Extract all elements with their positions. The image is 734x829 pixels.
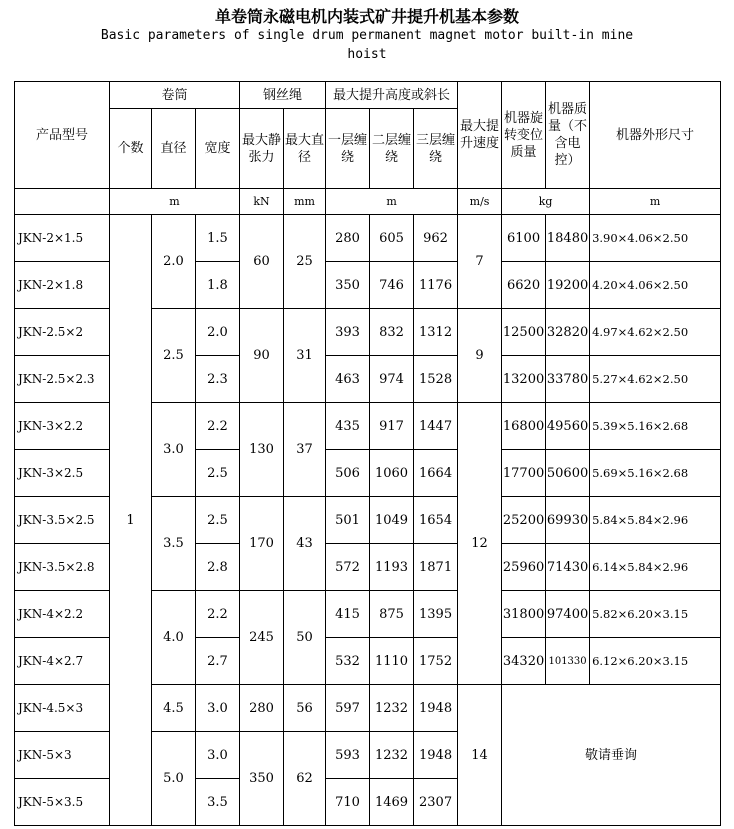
mass-cell: 49560: [546, 403, 590, 450]
speed-cell: 9: [458, 309, 502, 403]
speed-cell: 14: [458, 685, 502, 826]
rotating-mass-cell: 34320: [502, 638, 546, 685]
header-max-static-tension: 最大静张力: [240, 109, 284, 189]
mass-cell: 33780: [546, 356, 590, 403]
drum-count-cell: 1: [110, 215, 152, 826]
layer2-cell: 1232: [370, 732, 414, 779]
width-cell: 3.0: [196, 685, 240, 732]
tension-cell: 60: [240, 215, 284, 309]
model-cell: JKN-2.5×2.3: [15, 356, 110, 403]
model-cell: JKN-4.5×3: [15, 685, 110, 732]
header-dimensions: 机器外形尺寸: [590, 82, 721, 189]
diameter-cell: 5.0: [152, 732, 196, 826]
unit-rope-diameter: mm: [284, 189, 326, 215]
layer3-cell: 1312: [414, 309, 458, 356]
mass-cell: 101330: [546, 638, 590, 685]
layer1-cell: 415: [326, 591, 370, 638]
header-rope: 钢丝绳: [240, 82, 326, 109]
model-cell: JKN-3.5×2.5: [15, 497, 110, 544]
rotating-mass-cell: 31800: [502, 591, 546, 638]
layer3-cell: 1395: [414, 591, 458, 638]
dimensions-cell: 5.69×5.16×2.68: [590, 450, 721, 497]
diameter-cell: 4.0: [152, 591, 196, 685]
parameters-table: [14, 81, 721, 826]
layer1-cell: 532: [326, 638, 370, 685]
unit-drum: m: [110, 189, 240, 215]
width-cell: 2.5: [196, 497, 240, 544]
model-cell: JKN-3.5×2.8: [15, 544, 110, 591]
layer1-cell: 393: [326, 309, 370, 356]
layer2-cell: 746: [370, 262, 414, 309]
header-rotating-mass: 机器旋转变位质量: [502, 82, 546, 189]
width-cell: 1.5: [196, 215, 240, 262]
page-title: 单卷筒永磁电机内装式矿井提升机基本参数: [214, 7, 519, 26]
rope-diameter-cell: 31: [284, 309, 326, 403]
header-count: 个数: [110, 109, 152, 189]
layer2-cell: 1049: [370, 497, 414, 544]
unit-mass: kg: [502, 189, 590, 215]
layer3-cell: 1528: [414, 356, 458, 403]
layer3-cell: 1664: [414, 450, 458, 497]
mass-cell: 19200: [546, 262, 590, 309]
tension-cell: 130: [240, 403, 284, 497]
unit-height: m: [326, 189, 458, 215]
width-cell: 1.8: [196, 262, 240, 309]
width-cell: 2.8: [196, 544, 240, 591]
model-cell: JKN-2×1.5: [15, 215, 110, 262]
layer1-cell: 350: [326, 262, 370, 309]
dimensions-cell: 5.82×6.20×3.15: [590, 591, 721, 638]
rotating-mass-cell: 6620: [502, 262, 546, 309]
rope-diameter-cell: 43: [284, 497, 326, 591]
mass-cell: 69930: [546, 497, 590, 544]
diameter-cell: 3.5: [152, 497, 196, 591]
model-cell: JKN-4×2.2: [15, 591, 110, 638]
rope-diameter-cell: 56: [284, 685, 326, 732]
tension-cell: 245: [240, 591, 284, 685]
layer2-cell: 875: [370, 591, 414, 638]
diameter-cell: 4.5: [152, 685, 196, 732]
model-cell: JKN-5×3.5: [15, 779, 110, 826]
width-cell: 2.0: [196, 309, 240, 356]
layer2-cell: 974: [370, 356, 414, 403]
header-diameter: 直径: [152, 109, 196, 189]
layer1-cell: 435: [326, 403, 370, 450]
layer1-cell: 506: [326, 450, 370, 497]
mass-cell: 18480: [546, 215, 590, 262]
tension-cell: 170: [240, 497, 284, 591]
width-cell: 2.7: [196, 638, 240, 685]
dimensions-cell: 4.20×4.06×2.50: [590, 262, 721, 309]
rotating-mass-cell: 17700: [502, 450, 546, 497]
unit-speed: m/s: [458, 189, 502, 215]
rotating-mass-cell: 25200: [502, 497, 546, 544]
tension-cell: 90: [240, 309, 284, 403]
header-layer3: 三层缠绕: [414, 109, 458, 189]
header-model: 产品型号: [15, 82, 110, 189]
dimensions-cell: 6.12×6.20×3.15: [590, 638, 721, 685]
header-layer2: 二层缠绕: [370, 109, 414, 189]
dimensions-cell: 5.27×4.62×2.50: [590, 356, 721, 403]
width-cell: 2.3: [196, 356, 240, 403]
model-cell: JKN-4×2.7: [15, 638, 110, 685]
layer2-cell: 1060: [370, 450, 414, 497]
rotating-mass-cell: 6100: [502, 215, 546, 262]
rope-diameter-cell: 37: [284, 403, 326, 497]
header-layer1: 一层缠绕: [326, 109, 370, 189]
layer1-cell: 710: [326, 779, 370, 826]
model-cell: JKN-2×1.8: [15, 262, 110, 309]
diameter-cell: 2.5: [152, 309, 196, 403]
mass-cell: 50600: [546, 450, 590, 497]
header-machine-mass: 机器质量（不含电控）: [546, 82, 590, 189]
dimensions-cell: 3.90×4.06×2.50: [590, 215, 721, 262]
rotating-mass-cell: 16800: [502, 403, 546, 450]
width-cell: 2.5: [196, 450, 240, 497]
layer1-cell: 501: [326, 497, 370, 544]
header-max-speed: 最大提升速度: [458, 82, 502, 189]
layer3-cell: 2307: [414, 779, 458, 826]
model-cell: JKN-3×2.2: [15, 403, 110, 450]
width-cell: 2.2: [196, 403, 240, 450]
rotating-mass-cell: 25960: [502, 544, 546, 591]
unit-tension: kN: [240, 189, 284, 215]
layer2-cell: 832: [370, 309, 414, 356]
model-cell: JKN-2.5×2: [15, 309, 110, 356]
diameter-cell: 2.0: [152, 215, 196, 309]
width-cell: 3.5: [196, 779, 240, 826]
header-max-height: 最大提升高度或斜长: [326, 82, 458, 109]
header-drum: 卷筒: [110, 82, 240, 109]
layer3-cell: 962: [414, 215, 458, 262]
unit-blank: [15, 189, 110, 215]
mass-cell: 97400: [546, 591, 590, 638]
layer3-cell: 1752: [414, 638, 458, 685]
tension-cell: 280: [240, 685, 284, 732]
speed-cell: 12: [458, 403, 502, 685]
layer1-cell: 593: [326, 732, 370, 779]
layer1-cell: 597: [326, 685, 370, 732]
width-cell: 3.0: [196, 732, 240, 779]
mass-cell: 32820: [546, 309, 590, 356]
rotating-mass-cell: 13200: [502, 356, 546, 403]
unit-dimensions: m: [590, 189, 721, 215]
rope-diameter-cell: 25: [284, 215, 326, 309]
dimensions-cell: 6.14×5.84×2.96: [590, 544, 721, 591]
layer3-cell: 1871: [414, 544, 458, 591]
width-cell: 2.2: [196, 591, 240, 638]
layer3-cell: 1176: [414, 262, 458, 309]
rope-diameter-cell: 62: [284, 732, 326, 826]
table-row: [15, 215, 721, 262]
layer1-cell: 280: [326, 215, 370, 262]
layer2-cell: 1193: [370, 544, 414, 591]
model-cell: JKN-5×3: [15, 732, 110, 779]
mass-cell: 71430: [546, 544, 590, 591]
diameter-cell: 3.0: [152, 403, 196, 497]
layer3-cell: 1948: [414, 685, 458, 732]
layer2-cell: 605: [370, 215, 414, 262]
layer1-cell: 463: [326, 356, 370, 403]
rope-diameter-cell: 50: [284, 591, 326, 685]
rotating-mass-cell: 12500: [502, 309, 546, 356]
layer3-cell: 1654: [414, 497, 458, 544]
tension-cell: 350: [240, 732, 284, 826]
speed-cell: 7: [458, 215, 502, 309]
layer3-cell: 1948: [414, 732, 458, 779]
dimensions-cell: 4.97×4.62×2.50: [590, 309, 721, 356]
page-subtitle: Basic parameters of single drum permanent magnet motor built-in mine hoist: [100, 28, 634, 62]
layer3-cell: 1447: [414, 403, 458, 450]
dimensions-cell: 5.39×5.16×2.68: [590, 403, 721, 450]
dimensions-cell: 5.84×5.84×2.96: [590, 497, 721, 544]
layer2-cell: 1232: [370, 685, 414, 732]
layer2-cell: 1469: [370, 779, 414, 826]
layer2-cell: 1110: [370, 638, 414, 685]
layer2-cell: 917: [370, 403, 414, 450]
enquiry-cell: 敬请垂询: [502, 685, 721, 826]
layer1-cell: 572: [326, 544, 370, 591]
header-max-rope-diameter: 最大直径: [284, 109, 326, 189]
model-cell: JKN-3×2.5: [15, 450, 110, 497]
header-width: 宽度: [196, 109, 240, 189]
